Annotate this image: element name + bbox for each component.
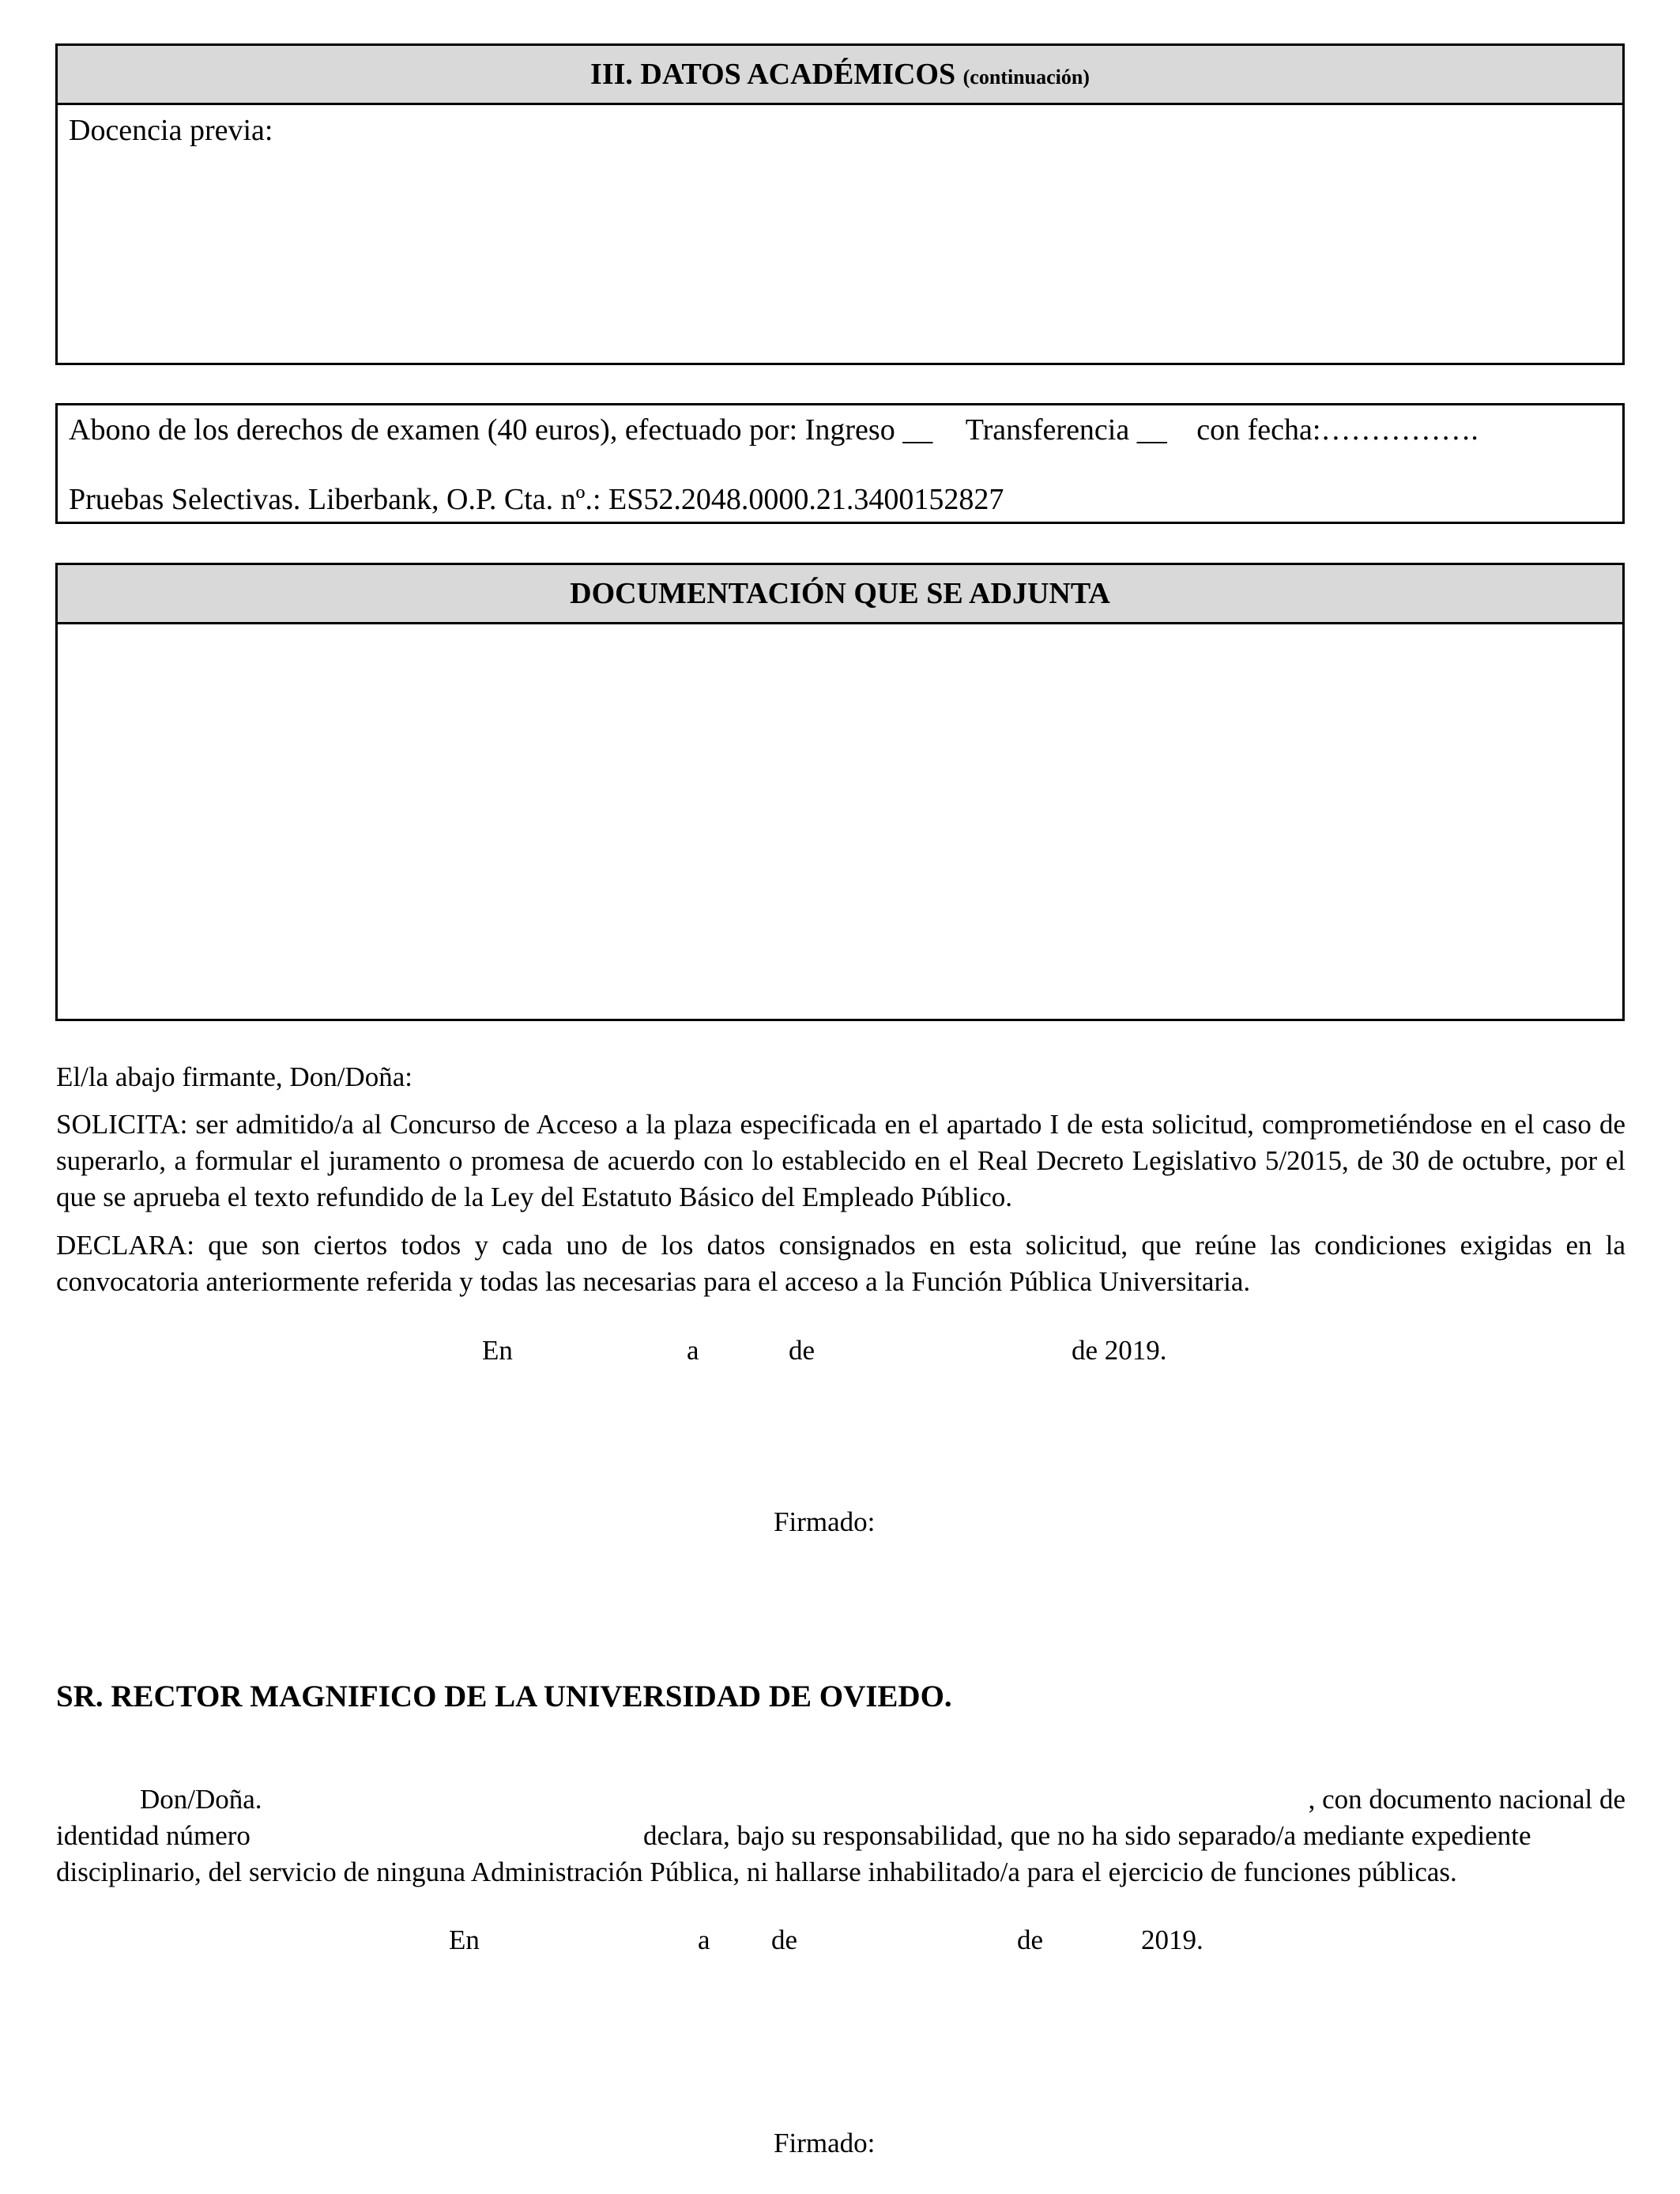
payment-label: Abono de los derechos de examen (40 euros), efectuado por: xyxy=(69,413,798,447)
declara-text: DECLARA: que son ciertos todos y cada uno de los datos consignados en esta solicitud, que reúne las condiciones exigidas en la convocatoria anteriormente referida y todas las necesarias para el acceso a la Función Pública Universitaria. xyxy=(56,1230,1625,1297)
declaration-date-de2: de xyxy=(1017,1924,1044,1955)
account-line: Pruebas Selectivas. Liberbank, O.P. Cta. nº.: ES52.2048.0000.21.3400152827 xyxy=(69,483,1004,516)
academic-data-section xyxy=(55,43,1625,365)
declaration-date-de: de xyxy=(771,1924,798,1955)
declaration-line-3: disciplinario, del servicio de ninguna Administración Pública, ni hallarse inhabilitado/a para el ejercicio de funciones públicas. xyxy=(56,1857,1457,1887)
payment-line xyxy=(69,412,1478,448)
addressee-heading: SR. RECTOR MAGNIFICO DE LA UNIVERSIDAD DE OVIEDO. xyxy=(56,1679,952,1713)
declaration-date-en: En xyxy=(449,1924,480,1955)
declaration-signed-label: Firmado: xyxy=(774,2128,876,2158)
academic-section-title: III. DATOS ACADÉMICOS xyxy=(590,58,956,91)
fecha-field[interactable]: con fecha:……………. xyxy=(1196,413,1478,447)
application-date-en: En xyxy=(482,1335,513,1366)
declaration-line-2 xyxy=(56,1818,1625,1854)
ingreso-option[interactable]: Ingreso __ xyxy=(804,413,933,447)
declaration-don: Don/Doña. xyxy=(140,1784,262,1815)
declaration-dni-suffix: , con documento nacional de xyxy=(1308,1784,1625,1815)
docencia-previa-field[interactable] xyxy=(58,156,1622,363)
application-date-de: de xyxy=(789,1335,816,1366)
academic-section-header xyxy=(58,46,1622,105)
payment-box xyxy=(55,403,1625,524)
declaration-block xyxy=(56,1781,1625,1891)
declaration-dni-label: identidad número xyxy=(56,1820,250,1851)
declara-paragraph xyxy=(56,1227,1625,1300)
declaration-line-1 xyxy=(56,1781,1625,1818)
declaration-text-tail: declara, bajo su responsabilidad, que no ha sido separado/a mediante expediente xyxy=(643,1820,1531,1851)
academic-section-title-suffix: (continuación) xyxy=(962,66,1090,89)
signer-label: El/la abajo firmante, Don/Doña: xyxy=(56,1061,412,1092)
transferencia-option[interactable]: Transferencia __ xyxy=(965,413,1167,447)
documents-field[interactable] xyxy=(58,624,1622,1019)
declaration-date-year: 2019. xyxy=(1141,1924,1203,1955)
solicita-paragraph xyxy=(56,1106,1625,1216)
documents-section xyxy=(55,563,1625,1021)
application-signed-label: Firmado: xyxy=(774,1506,876,1537)
application-date-year: de 2019. xyxy=(1072,1335,1167,1366)
documents-section-title: DOCUMENTACIÓN QUE SE ADJUNTA xyxy=(570,577,1110,610)
application-date-a: a xyxy=(687,1335,699,1366)
docencia-previa-label: Docencia previa: xyxy=(69,114,273,147)
documents-section-header xyxy=(58,565,1622,624)
solicita-text: SOLICITA: ser admitido/a al Concurso de Acceso a la plaza especificada en el apartado I de esta solicitud, comprometiéndose en el caso de superarlo, a formular el juramento o promesa de acuerdo con lo establecido en el Real Decreto Legislativo 5/2015, de 30 de octubre, por el que se aprueba el texto refundido de la Ley del Estatuto Básico del Empleado Público. xyxy=(56,1109,1625,1212)
declaration-date-a: a xyxy=(698,1924,710,1955)
